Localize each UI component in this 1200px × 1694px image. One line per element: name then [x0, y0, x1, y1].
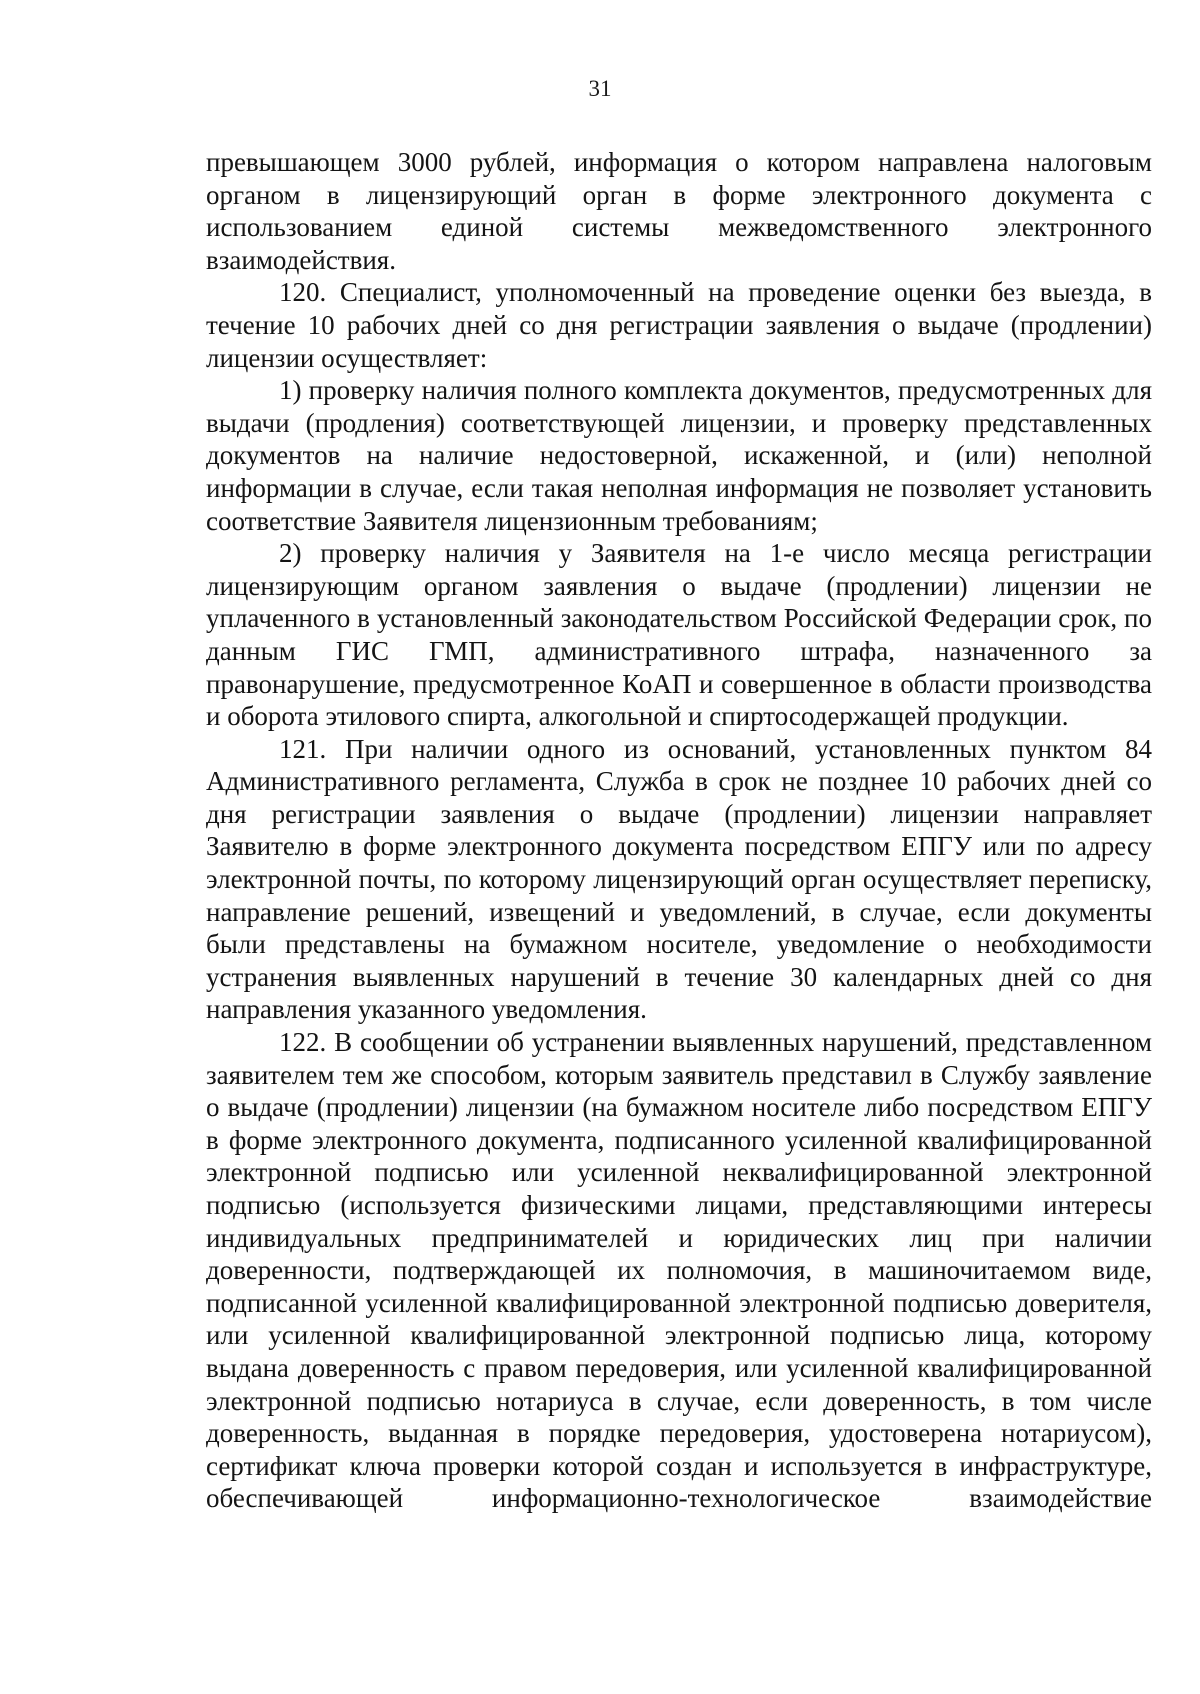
paragraph-120-item-1: 1) проверку наличия полного комплекта документов, предусмотренных для выдачи (продления) соответствующей лицензии, и проверку представленных документов на наличие недостоверной, искаженной, и (или) неполной информации в случае, если такая неполная информация не позволяет установить соответствие Заявителя лицензионным требованиям; — [206, 375, 1152, 536]
page-number: 31 — [588, 76, 612, 101]
paragraph-122: 122. В сообщении об устранении выявленных нарушений, представленном заявителем тем же способом, которым заявитель представил в Службу заявление о выдаче (продлении) лицензии (на бумажном носителе либо посредством ЕПГУ в форме электронного документа, подписанного усиленной квалифицированной электронной подписью или усиленной неквалифицированной электронной подписью (используется физическими лицами, представляющими интересы индивидуальных предпринимателей и юридических лиц при наличии доверенности, подтверждающей их полномочия, в машиночитаемом виде, подписанной усиленной квалифицированной электронной подписью доверителя, или усиленной квалифицированной электронной подписью лица, которому выдана доверенность с правом передоверия, или усиленной квалифицированной электронной подписью нотариуса в случае, если доверенность, в том числе доверенность, выданная в порядке передоверия, удостоверена нотариусом), сертификат ключа проверки которой создан и используется в инфраструктуре, обеспечивающей информационно-технологическое взаимодействие — [206, 1027, 1152, 1514]
document-body — [206, 146, 1152, 1515]
paragraph-120-item-2: 2) проверку наличия у Заявителя на 1-е число месяца регистрации лицензирующим органом заявления о выдаче (продлении) лицензии не уплаченного в установленный законодательством Российской Федерации срок, по данным ГИС ГМП, административного штрафа, назначенного за правонарушение, предусмотренное КоАП и совершенное в области производства и оборота этилового спирта, алкогольной и спиртосодержащей продукции. — [206, 538, 1152, 732]
paragraph-121: 121. При наличии одного из оснований, установленных пунктом 84 Административного регламента, Служба в срок не позднее 10 рабочих дней со дня регистрации заявления о выдаче (продлении) лицензии направляет Заявителю в форме электронного документа посредством ЕПГУ или по адресу электронной почты, по которому лицензирующий орган осуществляет переписку, направление решений, извещений и уведомлений, в случае, если документы были представлены на бумажном носителе, уведомление о необходимости устранения выявленных нарушений в течение 30 календарных дней со дня направления указанного уведомления. — [206, 733, 1152, 1025]
paragraph-continuation: превышающем 3000 рублей, информация о котором направлена налоговым органом в лицензирующий орган в форме электронного документа с использованием единой системы межведомственного электронного взаимодействия. — [206, 147, 1152, 275]
paragraph-120: 120. Специалист, уполномоченный на проведение оценки без выезда, в течение 10 рабочих дней со дня регистрации заявления о выдаче (продлении) лицензии осуществляет: — [206, 277, 1152, 373]
